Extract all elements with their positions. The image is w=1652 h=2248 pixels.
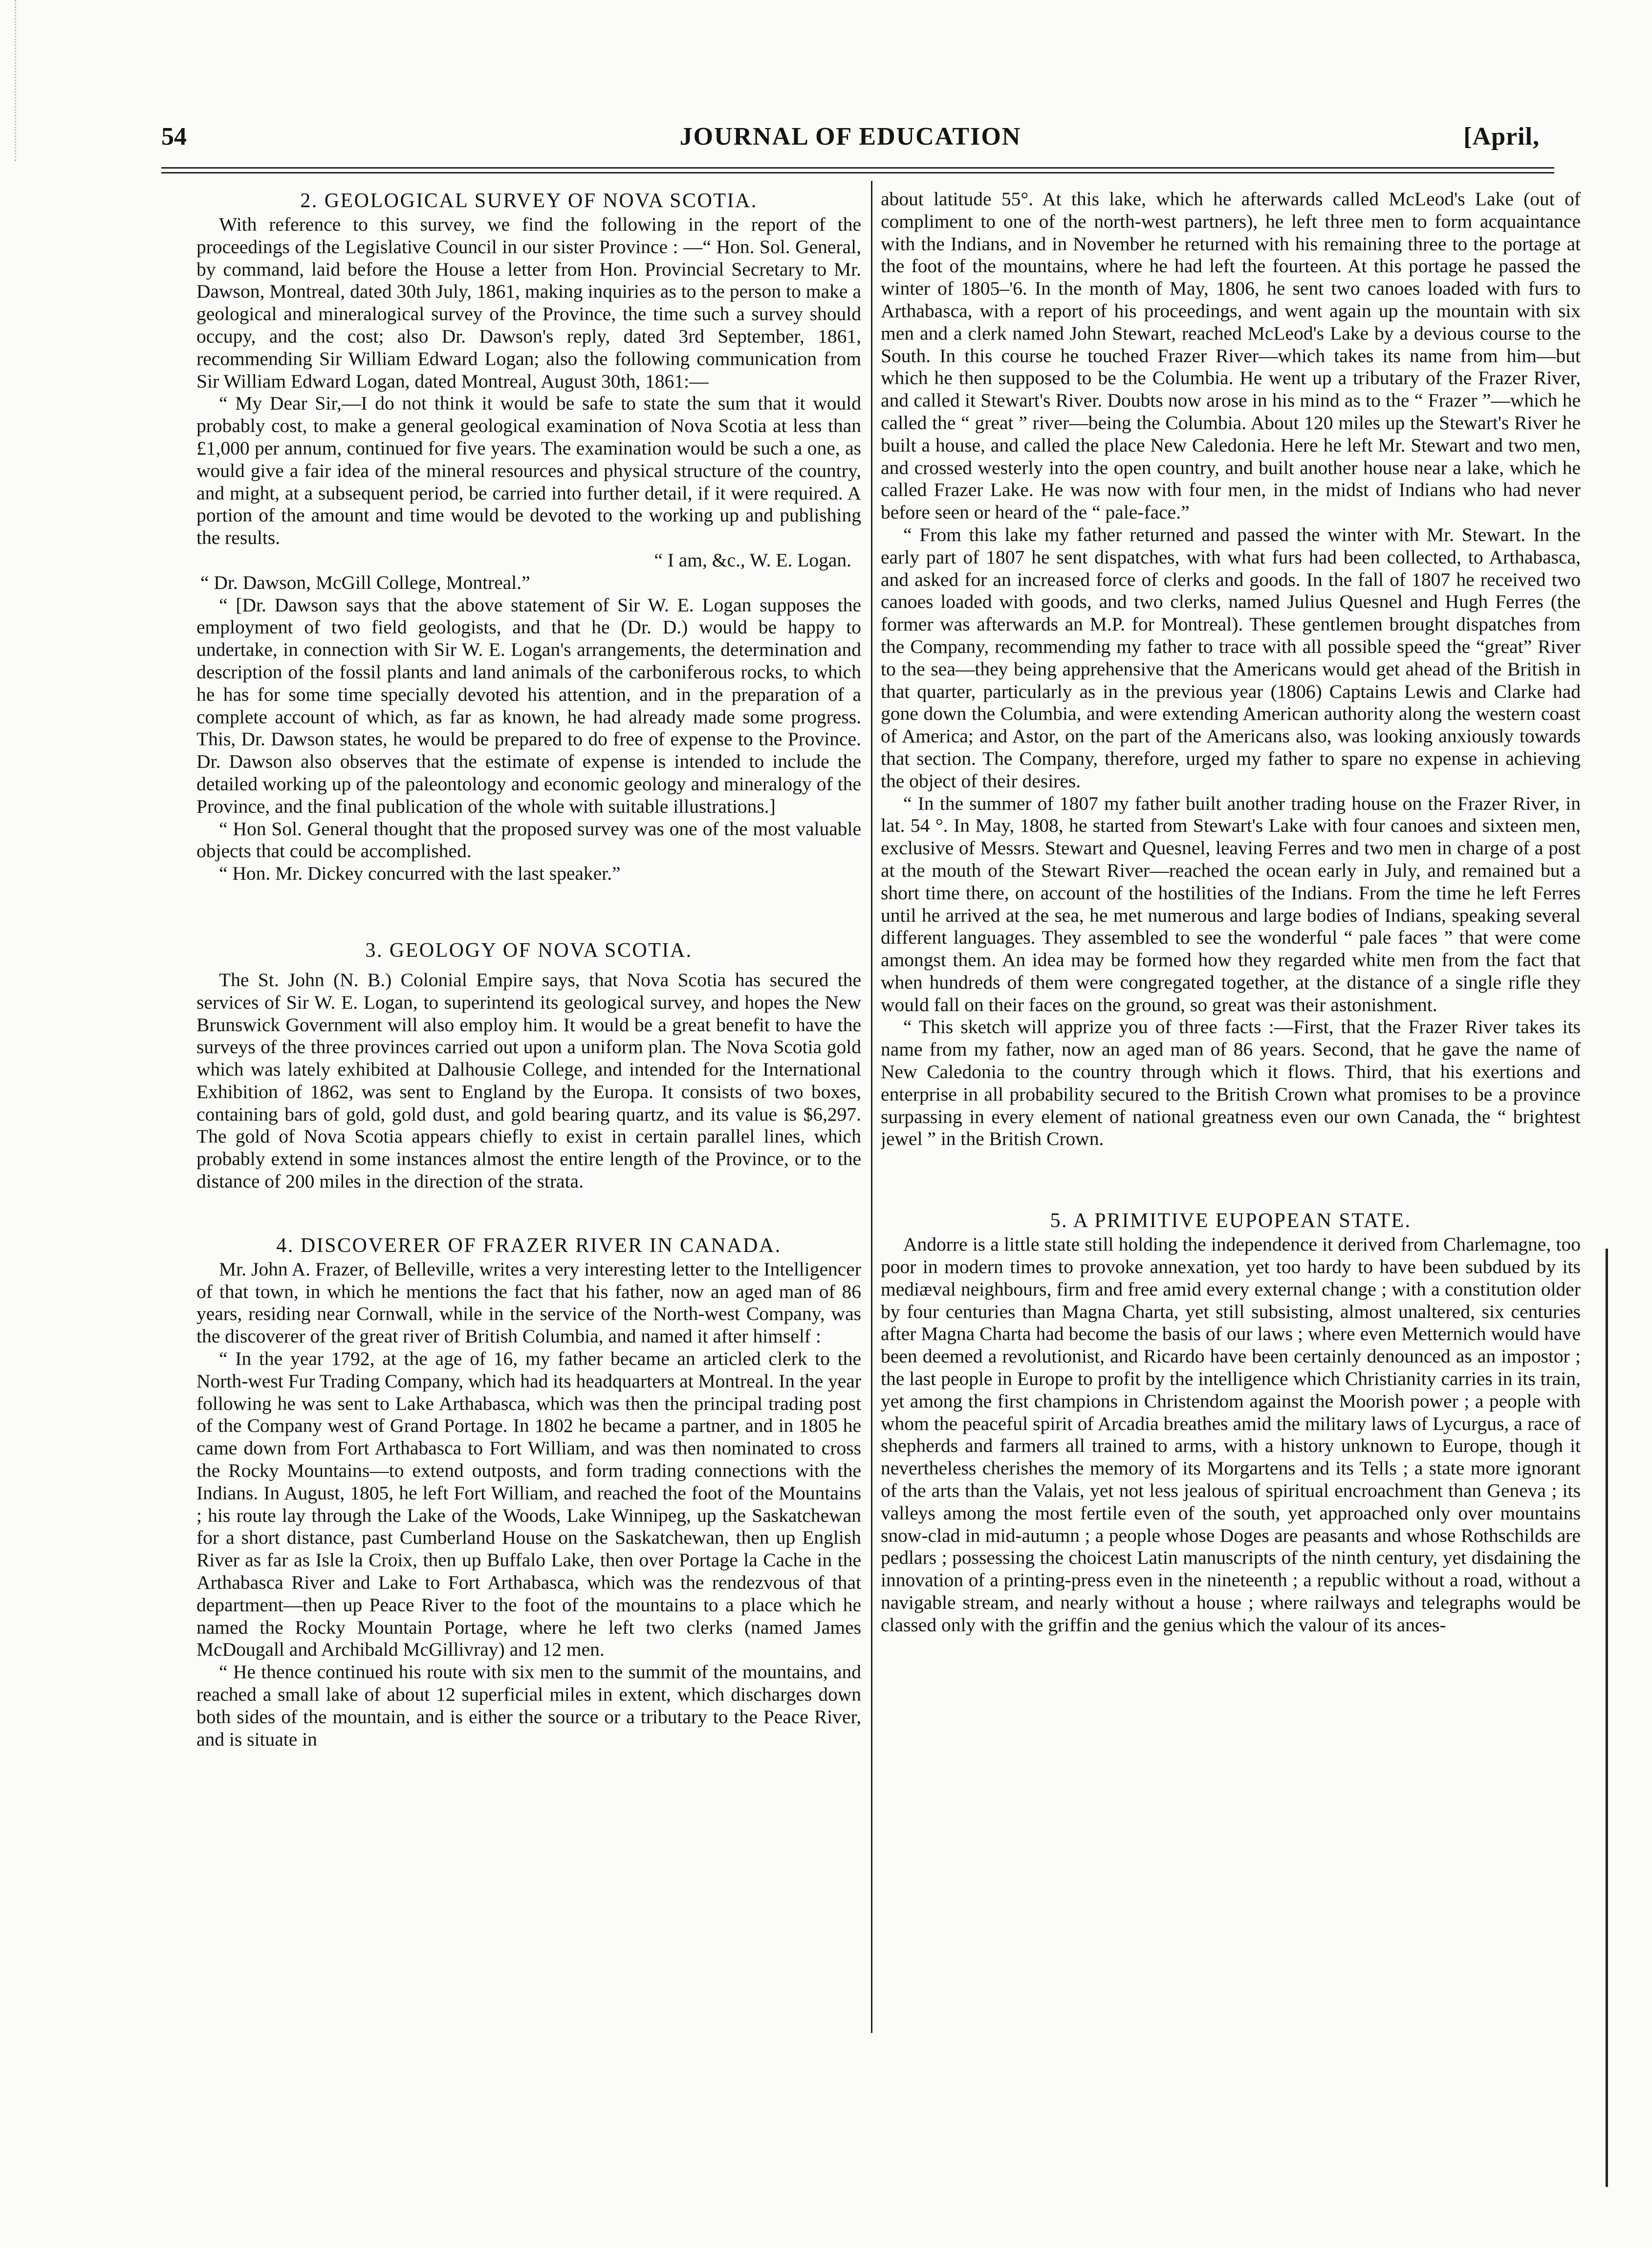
left-column xyxy=(196,188,861,2060)
right-column xyxy=(881,188,1581,2060)
section-4-paragraph: Mr. John A. Frazer, of Belleville, writes a very interesting letter to the Intelligencer of that town, in which he mentions the fact that his father, now an aged man of 86 years, residing near Cornwall, while in the service of the North-west Company, was the discoverer of the great river of British Columbia, and named it after himself : xyxy=(196,1258,861,1347)
logan-signature: “ I am, &c., W. E. Logan. xyxy=(654,549,851,571)
section-2-paragraph: “ Hon Sol. General thought that the proposed survey was one of the most valuable objects that could be accomplished. xyxy=(196,818,861,862)
header-rule-top xyxy=(161,167,1554,169)
section-2-paragraph: “ Hon. Mr. Dickey concurred with the last speaker.” xyxy=(219,863,621,885)
section-2-title: 2. GEOLOGICAL SURVEY OF NOVA SCOTIA. xyxy=(300,190,758,212)
running-month: [April, xyxy=(1463,123,1540,151)
section-2-paragraph: With reference to this survey, we find the following in the report of the proceedings of the Legislative Council in our sister Province : —“ Hon. Sol. General, by command, laid before the House a letter from Hon. Provincial Secretary to Mr. Dawson, Montreal, dated 30th July, 1861, making inquiries as to the person to make a geological and mineralogical survey of the Province, the time such a survey should occupy, and the cost; also Dr. Dawson's reply, dated 3rd September, 1861, recommending Sir William Edward Logan; also the following communication from Sir William Edward Logan, dated Montreal, August 30th, 1861:— xyxy=(196,214,861,392)
section-4-paragraph: about latitude 55°. At this lake, which he afterwards called McLeod's Lake (out of compliment to one of the north-west partners), he left three men to form acquaintance with the Indians, and in November he returned with his remaining three to the portage at the foot of the mountains, where he had left the fourteen. At this portage he passed the winter of 1805–'6. In the month of May, 1806, he sent two canoes loaded with furs to Arthabasca, with a report of his proceedings, and went again up the mountain with six men and a clerk named John Stewart, reached McLeod's Lake by a devious course to the South. In this course he touched Frazer River—which takes its name from him—but which he then supposed to be the Columbia. He went up a tributary of the Frazer River, and called it Stewart's River. Doubts now arose in his mind as to the “ Frazer ”—which he called the “ great ” river—being the Columbia. About 120 miles up the Stewart's River he built a house, and called the place New Caledonia. Here he left Mr. Stewart and two men, and crossed westerly into the open country, and built another house near a lake, which he called Frazer Lake. He was now with four men, in the midst of Indians who had never before seen or heard of the “ pale-face.” xyxy=(881,188,1581,523)
column-divider xyxy=(871,181,872,2033)
section-4-paragraph: “ In the summer of 1807 my father built another trading house on the Frazer River, in lat. 54 °. In May, 1808, he started from Stewart's Lake with four canoes and sixteen men, exclusive of Messrs. Stewart and Quesnel, leaving Ferres and two men in charge of a post at the mouth of the Stewart River—reached the ocean early in July, and remained but a short time there, on account of the hostilities of the Indians. From the time he left Ferres until he arrived at the sea, he met numerous and large bodies of Indians, speaking several different languages. They assembled to see the wonderful “ pale faces ” that were come amongst them. An idea may be formed how they regarded white men from the fact that when hundreds of them were congregated together, at the distance of a single rifle they would fall on their faces on the ground, so great was their astonishment. xyxy=(881,792,1581,1016)
page-header xyxy=(161,122,1540,156)
section-4-paragraph: “ In the year 1792, at the age of 16, my father became an articled clerk to the North-west Fur Trading Company, which had its headquarters at Montreal. In the year following he was sent to Lake Arthabasca, which was then the principal trading post of the Company west of Grand Portage. In 1802 he became a partner, and in 1805 he came down from Fort Arthabasca to Fort William, and was then nominated to cross the Rocky Mountains—to extend outposts, and form trading connections with the Indians. In August, 1805, he left Fort William, and reached the foot of the Mountains ; his route lay through the Lake of the Woods, Lake Winnipeg, up the Saskatchewan for a short distance, past Cumberland House on the Saskatchewan, then up English River as far as Isle la Croix, then up Buffalo Lake, then over Portage la Cache in the Arthabasca River and Lake to Fort Arthabasca, which was the rendezvous of that department—then up Peace River to the foot of the mountains to a place which he named the Rocky Mountain Portage, where he left two clerks (named James McDougall and Archibald McGillivray) and 12 men. xyxy=(196,1348,861,1661)
header-rule-bottom xyxy=(161,172,1554,173)
letter-address: “ Dr. Dawson, McGill College, Montreal.” xyxy=(200,571,530,593)
margin-rule xyxy=(1606,1249,1608,2187)
running-title: JOURNAL OF EDUCATION xyxy=(679,123,1022,151)
section-4-title: 4. DISCOVERER OF FRAZER RIVER IN CANADA. xyxy=(276,1234,782,1257)
section-2-paragraph: “ [Dr. Dawson says that the above statement of Sir W. E. Logan supposes the employment of two field geologists, and that he (Dr. D.) would be happy to undertake, in connection with Sir W. E. Logan's arrangements, the determination and description of the fossil plants and land animals of the carboniferous rocks, to which he has for some time specially devoted his attention, and in the preparation of a complete account of which, as far as known, he had already made some progress. This, Dr. Dawson states, he would be prepared to do free of expense to the Province. Dr. Dawson also observes that the estimate of expense is intended to include the detailed working up of the paleontology and economic geology and mineralogy of the Province, and the final publication of the whole with suitable illustrations.] xyxy=(196,594,861,817)
page-number: 54 xyxy=(161,123,187,151)
section-3-title: 3. GEOLOGY OF NOVA SCOTIA. xyxy=(365,939,693,962)
scan-margin-marks xyxy=(0,0,16,161)
section-5-title: 5. A PRIMITIVE EUPOPEAN STATE. xyxy=(1050,1210,1412,1232)
section-3-paragraph: The St. John (N. B.) Colonial Empire says, that Nova Scotia has secured the services of Sir W. E. Logan, to superintend its geological survey, and hopes the New Brunswick Government will also employ him. It would be a great benefit to have the surveys of the three provinces carried out upon a uniform plan. The Nova Scotia gold which was lately exhibited at Dalhousie College, and intended for the International Exhibition of 1862, was sent to England by the Europa. It consists of two boxes, containing bars of gold, gold dust, and gold bearing quartz, and its value is $6,297. The gold of Nova Scotia appears chiefly to exist in certain parallel lines, which probably extend in some instances almost the entire length of the Province, or to the distance of 200 miles in the direction of the strata. xyxy=(196,969,861,1192)
section-4-paragraph: “ This sketch will apprize you of three facts :—First, that the Frazer River takes its name from my father, now an aged man of 86 years. Second, that he gave the name of New Caledonia to the country through which it flows. Third, that his exertions and enterprise in all probability secured to the British Crown what promises to be a province surpassing in every element of national greatness even our own Canada, the “ brightest jewel ” in the British Crown. xyxy=(881,1016,1581,1150)
section-4-paragraph: “ From this lake my father returned and passed the winter with Mr. Stewart. In the early part of 1807 he sent dispatches, with what furs had been collected, to Arthabasca, and asked for an increased force of clerks and goods. In the fall of 1807 he received two canoes loaded with goods, and two clerks, named Julius Quesnel and Hugh Ferres (the former was afterwards an M.P. for Montreal). These gentlemen brought dispatches from the Company, recommending my father to trace with all possible speed the “great” River to the sea—they being apprehensive that the Americans would get ahead of the British in that quarter, particularly as in the previous year (1806) Captains Lewis and Clarke had gone down the Columbia, and were extending American authority along the western coast of America; and Astor, on the part of the Americans also, was looking anxiously towards that section. The Company, therefore, urged my father to spare no expense in achieving the object of their desires. xyxy=(881,523,1581,792)
section-2-paragraph: “ My Dear Sir,—I do not think it would be safe to state the sum that it would probably cost, to make a general geological examination of Nova Scotia at less than £1,000 per annum, continued for five years. The examination would be such a one, as would give a fair idea of the mineral resources and physical structure of the country, and might, at a subsequent period, be carried into further detail, if it were required. A portion of the amount and time would be devoted to the working up and publishing the results. xyxy=(196,392,861,549)
section-4-paragraph: “ He thence continued his route with six men to the summit of the mountains, and reached a small lake of about 12 superficial miles in extent, which discharges down both sides of the mountain, and is either the source or a tributary to the Peace River, and is situate in xyxy=(196,1661,861,1750)
section-5-paragraph: Andorre is a little state still holding the independence it derived from Charlemagne, too poor in modern times to provoke annexation, yet too hardy to have been subdued by its mediæval neighbours, firm and free amid every external change ; with a constitution older by four centuries than Magna Charta, yet still subsisting, almost unaltered, six centuries after Magna Charta had become the basis of our laws ; where even Metternich would have been deemed a revolutionist, and Ricardo have been certainly denounced as an impostor ; the last people in Europe to profit by the intelligence which Christianity carries in its train, yet among the first champions in Christendom against the Moorish power ; a people with whom the peaceful spirit of Arcadia breathes amid the military laws of Lycurgus, a race of shepherds and farmers all trained to arms, with a history unknown to Europe, though it nevertheless cherishes the memory of its Morgartens and its Tells ; a state more ignorant of the arts than the Valais, yet not less jealous of spiritual encroachment than Geneva ; its valleys among the most fertile even of the south, yet approached only over mountains snow-clad in mid-autumn ; a people whose Doges are peasants and whose Rothschilds are pedlars ; possessing the choicest Latin manuscripts of the ninth century, yet disdaining the innovation of a printing-press even in the nineteenth ; a republic without a road, without a navigable stream, and nearly without a house ; where railways and telegraphs would be classed only with the griffin and the genius which the valour of its ances- xyxy=(881,1233,1581,1636)
